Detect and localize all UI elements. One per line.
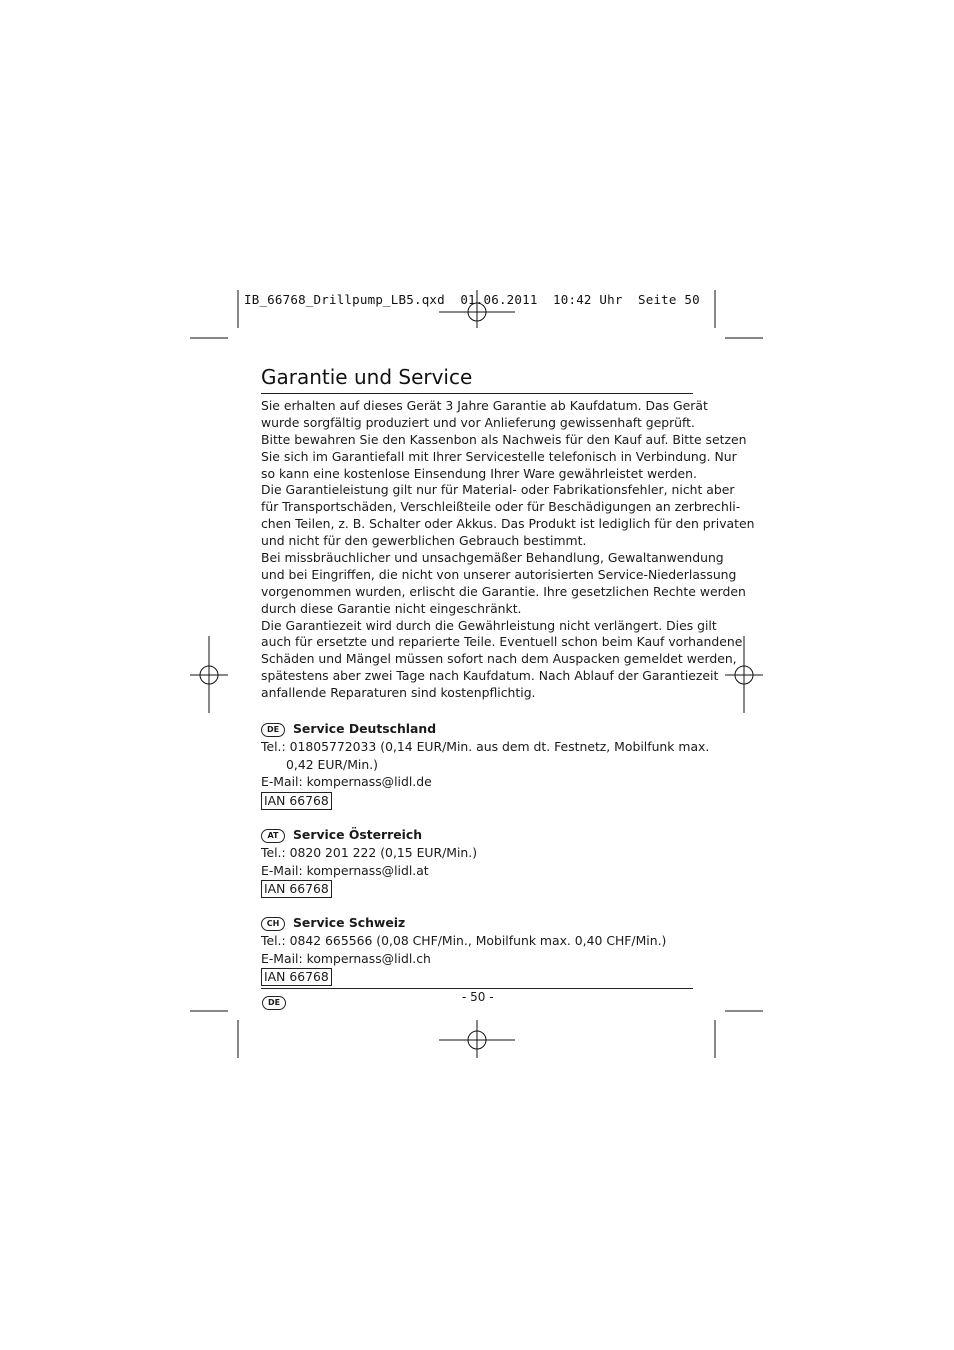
footer-language <box>262 991 286 1010</box>
service-heading <box>261 914 701 932</box>
service-austria <box>261 826 701 898</box>
text-line: chen Teilen, z. B. Schalter oder Akkus. Das Produkt ist lediglich für den privaten <box>261 516 755 532</box>
page-title: Garantie und Service <box>261 365 473 389</box>
country-badge-at: AT <box>261 829 285 843</box>
title-rule <box>261 393 693 394</box>
text-line: durch diese Garantie nicht eingeschränkt. <box>261 600 522 616</box>
service-heading-label: Service Deutschland <box>293 721 437 736</box>
text-line: Die Garantiezeit wird durch die Gewährleistung nicht verlängert. Dies gilt <box>261 617 717 633</box>
service-email: E-Mail: kompernass@lidl.ch <box>261 950 431 966</box>
country-badge-ch: CH <box>261 917 285 931</box>
footer-rule <box>261 988 693 989</box>
service-switzerland <box>261 914 701 986</box>
service-phone: Tel.: 0820 201 222 (0,15 EUR/Min.) <box>261 845 478 860</box>
text-line: vorgenommen wurden, erlischt die Garantie. Ihre gesetzlichen Rechte werden <box>261 583 746 599</box>
page-number: - 50 - <box>462 990 494 1004</box>
text-line: Sie sich im Garantiefall mit Ihrer Servicestelle telefonisch in Verbindung. Nur <box>261 448 737 464</box>
text-line: und nicht für den gewerblichen Gebrauch bestimmt. <box>261 533 587 549</box>
service-email: E-Mail: kompernass@lidl.at <box>261 862 429 878</box>
text-line: Bitte bewahren Sie den Kassenbon als Nachweis für den Kauf auf. Bitte setzen <box>261 431 747 447</box>
text-line: Schäden und Mängel müssen sofort nach dem Auspacken gemeldet werden, <box>261 651 737 667</box>
registration-mark-left <box>190 636 228 713</box>
text-line: wurde sorgfältig produziert und vor Anlieferung gewissenhaft geprüft. <box>261 414 695 430</box>
text-line: auch für ersetzte und reparierte Teile. Eventuell schon beim Kauf vorhandene <box>261 634 743 650</box>
service-email: E-Mail: kompernass@lidl.de <box>261 774 432 789</box>
text-line: anfallende Reparaturen sind kostenpflichtig. <box>261 685 536 701</box>
text-line: Bei missbräuchlicher und unsachgemäßer Behandlung, Gewaltanwendung <box>261 550 724 566</box>
print-slug: IB_66768_Drillpump_LB5.qxd 01.06.2011 10:42 Uhr Seite 50 <box>244 292 700 307</box>
service-heading-label: Service Österreich <box>293 827 423 842</box>
ian-box: IAN 66768 <box>261 880 332 898</box>
service-heading-label: Service Schweiz <box>293 915 406 930</box>
ian-box: IAN 66768 <box>261 792 332 810</box>
ian-box: IAN 66768 <box>261 968 332 986</box>
service-germany <box>261 720 710 810</box>
country-badge-de: DE <box>261 723 285 737</box>
text-line: und bei Eingriffen, die nicht von unserer autorisierten Service-Niederlassung <box>261 566 737 582</box>
service-phone-continued: 0,42 EUR/Min.) <box>286 756 378 772</box>
text-line: Die Garantieleistung gilt nur für Material- oder Fabrikationsfehler, nicht aber <box>261 482 735 498</box>
warranty-text <box>261 398 755 702</box>
country-badge-de: DE <box>262 996 286 1010</box>
service-phone: Tel.: 0842 665566 (0,08 CHF/Min., Mobilfunk max. 0,40 CHF/Min.) <box>261 933 667 948</box>
registration-mark-top <box>439 290 515 328</box>
text-line: Sie erhalten auf dieses Gerät 3 Jahre Garantie ab Kaufdatum. Das Gerät <box>261 398 708 413</box>
registration-mark-bottom <box>439 1020 515 1058</box>
text-line: für Transportschäden, Verschleißteile oder für Beschädigungen an zerbrechli- <box>261 499 741 515</box>
text-line: spätestens aber zwei Tage nach Kaufdatum. Nach Ablauf der Garantiezeit <box>261 668 719 684</box>
service-heading <box>261 720 701 738</box>
service-phone: Tel.: 01805772033 (0,14 EUR/Min. aus dem dt. Festnetz, Mobilfunk max. <box>261 739 710 754</box>
text-line: so kann eine kostenlose Einsendung Ihrer Ware gewährleistet werden. <box>261 465 697 481</box>
service-heading <box>261 826 701 844</box>
